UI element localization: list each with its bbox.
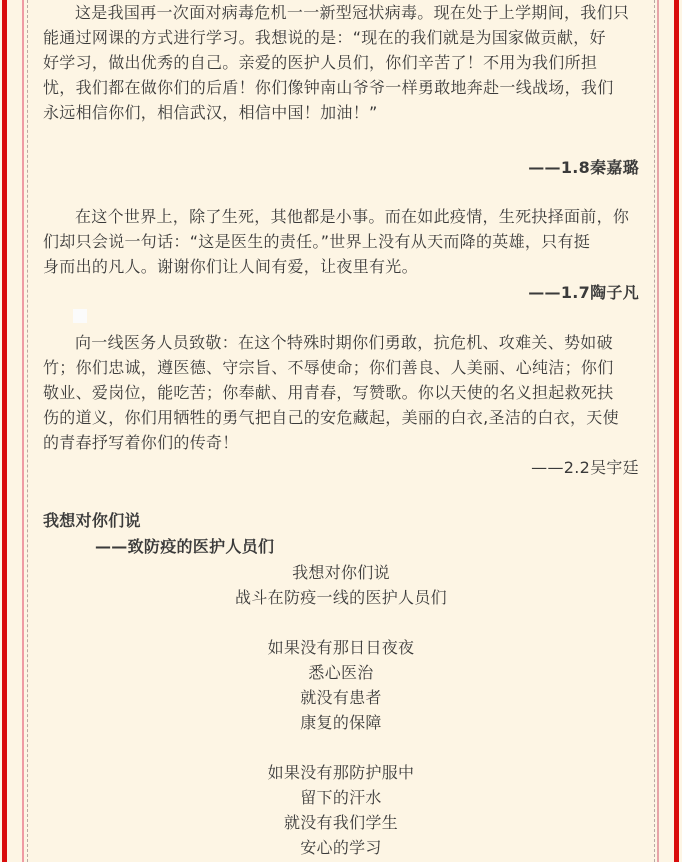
poem-blank-line: [43, 610, 639, 635]
line: 伤的道义，你们用牺牲的勇气把自己的安危藏起，美丽的白衣,圣洁的白衣，天使: [43, 408, 619, 427]
poem-line: 就没有我们学生: [283, 813, 399, 832]
signature: ——1.8秦嘉璐: [528, 158, 639, 177]
line: 的青春抒写着你们的传奇！: [43, 433, 239, 452]
message-entry-1: [43, 0, 639, 125]
poem-subtitle: ——致防疫的医护人员们: [95, 537, 275, 556]
message-paragraph: [43, 0, 639, 125]
line: 竹；你们忠诚，遵医德、守宗旨、不辱使命；你们善良、人美丽、心纯洁；你们: [43, 358, 614, 377]
poem-line: 战斗在防疫一线的医护人员们: [235, 588, 447, 607]
poem-line: 就没有患者: [300, 688, 382, 707]
poem-line: 如果没有那防护服中: [267, 763, 415, 782]
poem-line: 我想对你们说: [292, 563, 390, 582]
message-entry-3: [43, 330, 639, 455]
line: 身而出的凡人。谢谢你们让人间有爱，让夜里有光。: [43, 257, 418, 276]
poem-blank-line: [43, 735, 639, 760]
line: 在这个世界上，除了生死，其他都是小事。而在如此疫情，生死抉择面前，你: [75, 207, 630, 226]
poem-line: 如果没有那日日夜夜: [267, 638, 415, 657]
line: 能通过网课的方式进行学习。我想说的是：“现在的我们就是为国家做贡献，好: [43, 28, 606, 47]
dashed-border-right: [654, 0, 655, 862]
line: 忧，我们都在做你们的后盾！你们像钟南山爷爷一样勇敢地奔赴一线战场，我们: [43, 78, 614, 97]
poem-body: [43, 560, 639, 860]
inner-border-right: [657, 0, 659, 862]
inner-border-left: [22, 0, 24, 862]
line: 们却只会说一句话：“这是医生的责任。”世界上没有从天而降的英雄，只有挺: [43, 232, 591, 251]
signature: ——2.2吴宇廷: [531, 458, 639, 477]
poem-line: 悉心医治: [308, 663, 374, 682]
signature: ——1.7陶子凡: [528, 283, 639, 302]
message-entry-2: [43, 204, 639, 279]
line: 敬业、爱岗位，能吃苦；你奉献、用青春，写赞歌。你以天使的名义担起救死扶: [43, 383, 614, 402]
outer-border-left: [2, 0, 7, 862]
poem-line: 留下的汗水: [300, 788, 382, 807]
poem-line: 安心的学习: [300, 838, 382, 857]
line: 永远相信你们，相信武汉，相信中国！加油！”: [43, 103, 378, 122]
image-placeholder: [73, 309, 87, 323]
line: 好学习，做出优秀的自己。亲爱的医护人员们，你们辛苦了！不用为我们所担: [43, 53, 598, 72]
line: 向一线医务人员致敬：在这个特殊时期你们勇敢，抗危机、攻难关、势如破: [75, 333, 613, 352]
line: 这是我国再一次面对病毒危机一一新型冠状病毒。现在处于上学期间，我们只: [75, 3, 630, 22]
dashed-border-left: [27, 0, 28, 862]
poem-line: 康复的保障: [300, 713, 382, 732]
poem-title: 我想对你们说: [43, 511, 141, 530]
outer-border-right: [674, 0, 679, 862]
